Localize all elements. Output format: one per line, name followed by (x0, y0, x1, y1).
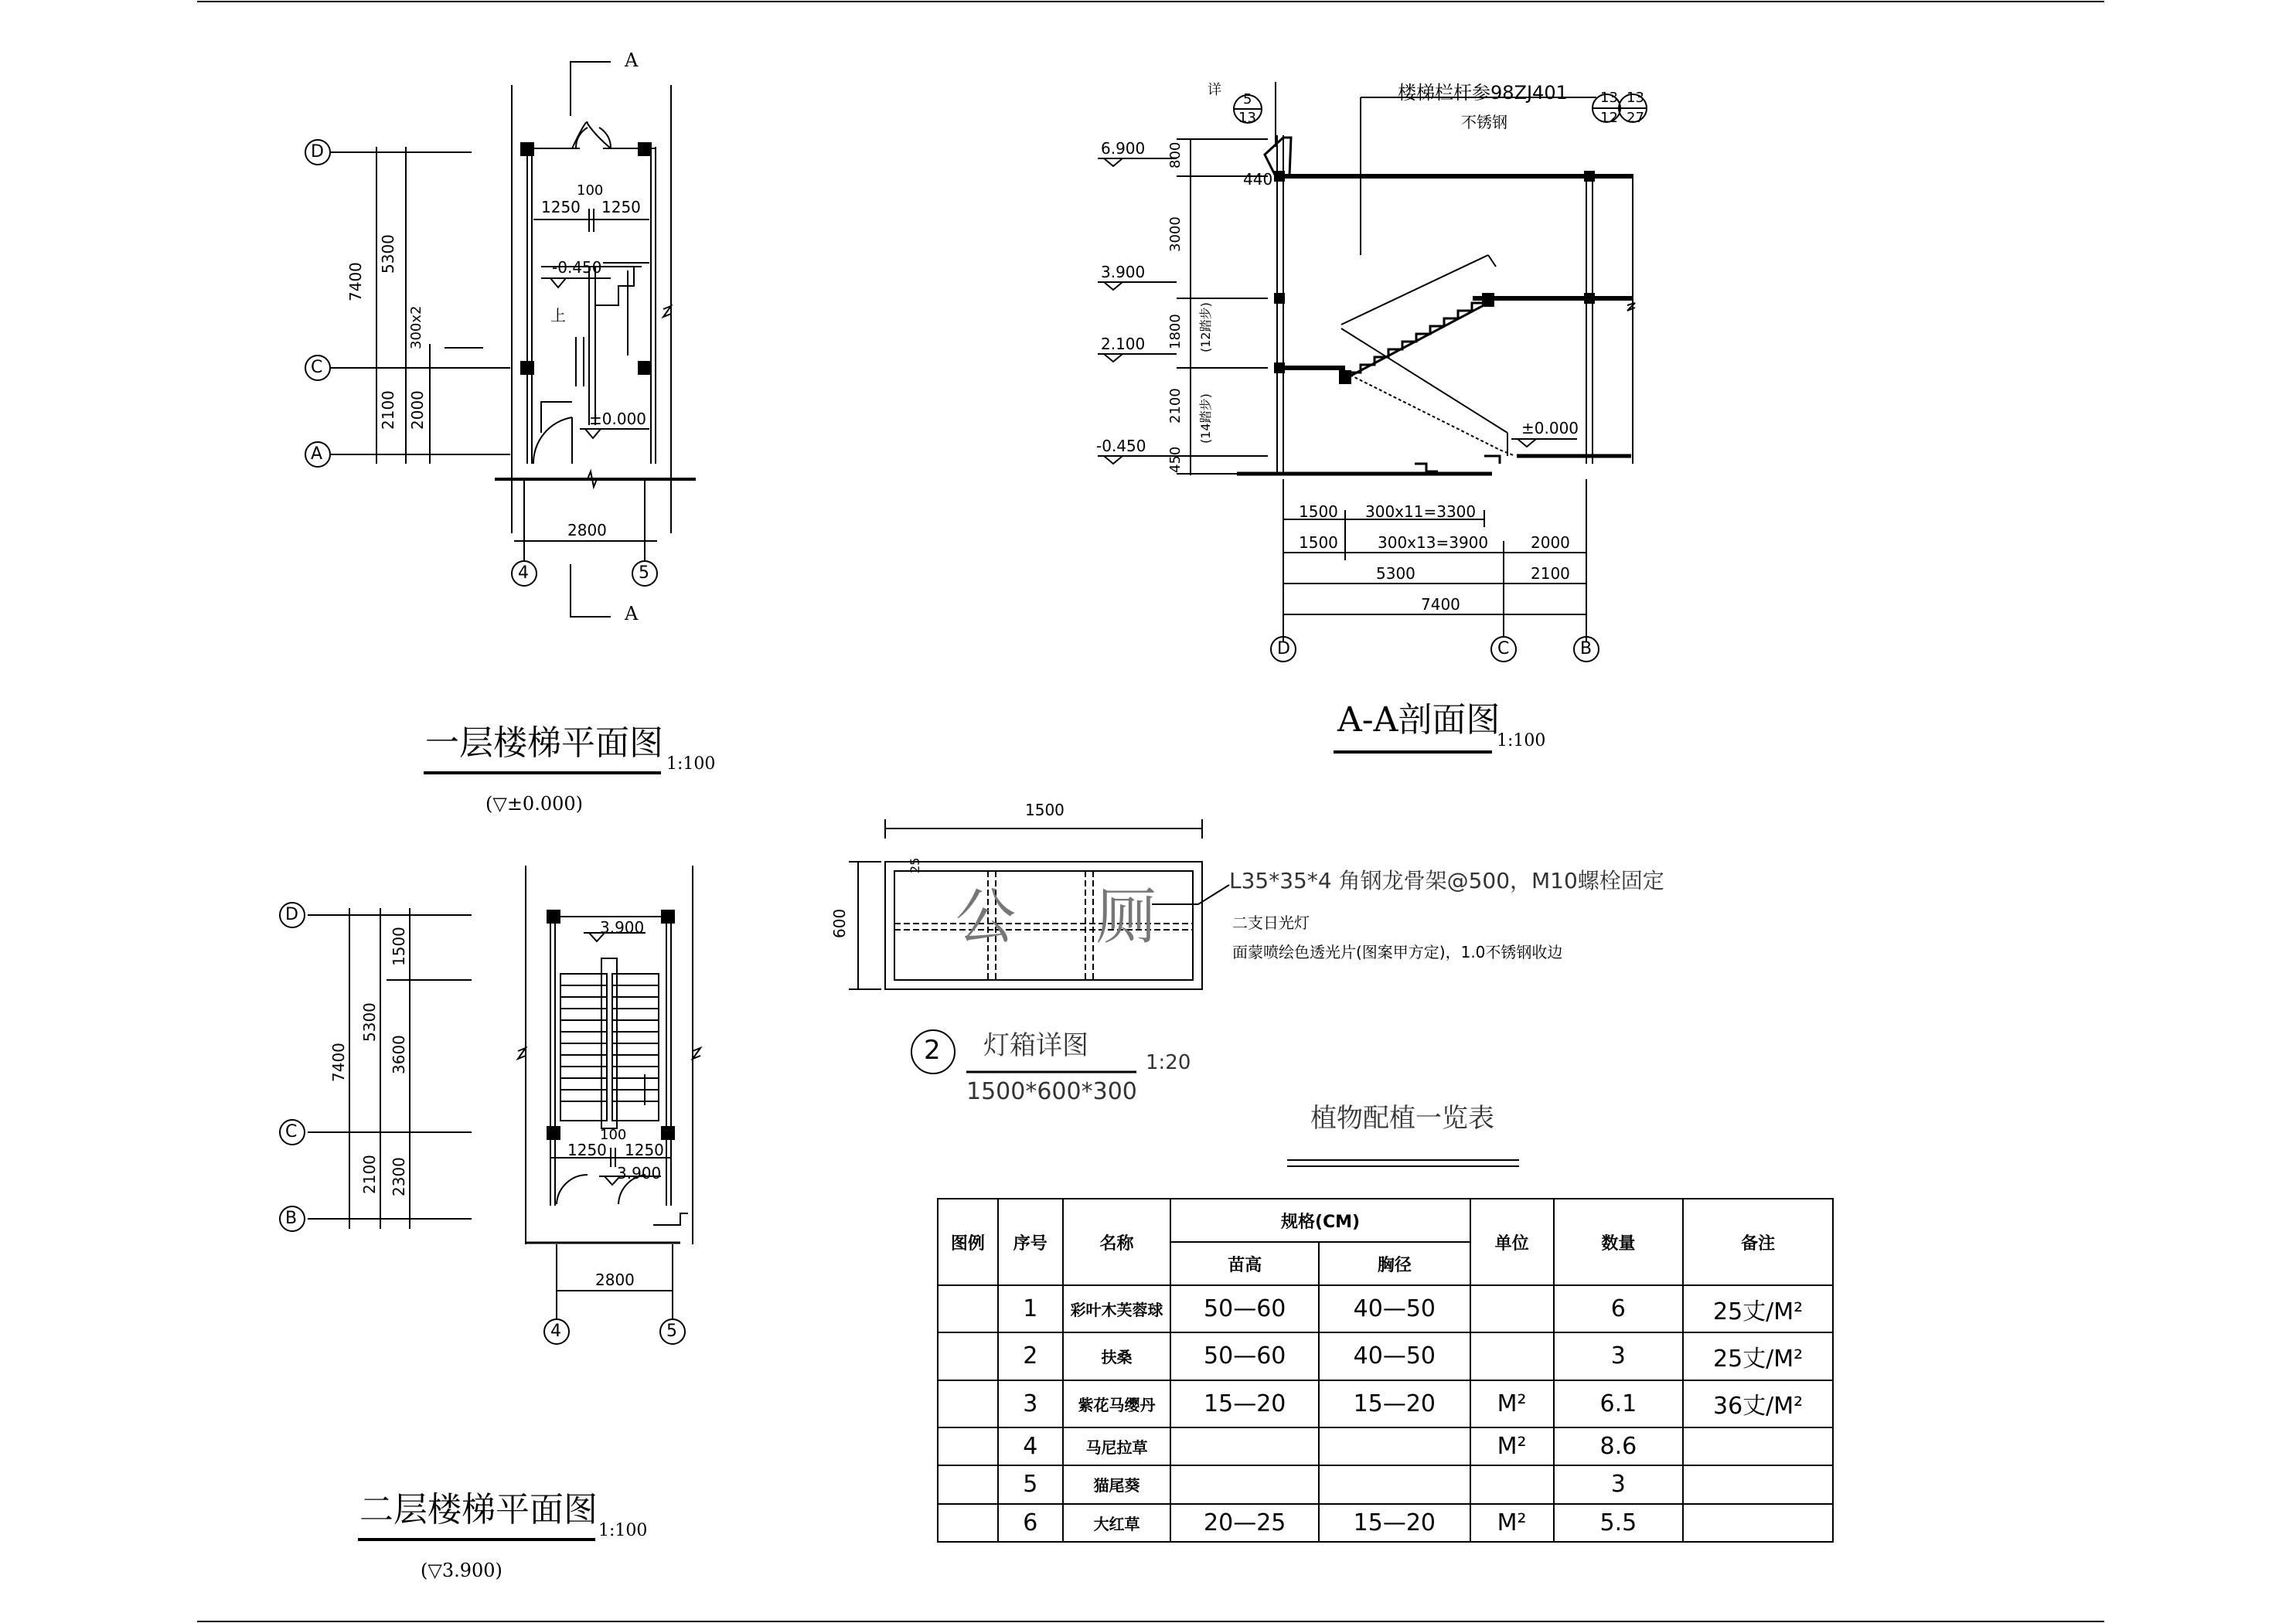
plan1-title: 一层楼梯平面图 (425, 723, 663, 763)
plan2-level-note: (▽3.900) (421, 1560, 502, 1581)
plant-table-header-diameter: 胸径 (1319, 1242, 1470, 1285)
plant-diameter-cell (1319, 1427, 1470, 1465)
plant-qty-cell: 3 (1554, 1332, 1684, 1380)
section-axis-d: D (1277, 639, 1290, 658)
plan1-dim-gap: 100 (577, 182, 604, 199)
plant-note-cell: 25丈/M² (1683, 1332, 1833, 1380)
plant-legend-cell (938, 1465, 998, 1503)
section-railing-ref-bottom: 12 (1600, 110, 1618, 126)
lightbox-sign-glyph-1: 公 (956, 883, 1017, 952)
plant-height-cell (1170, 1465, 1319, 1503)
plan2-title: 二层楼梯平面图 (359, 1490, 598, 1529)
plant-no-cell: 1 (998, 1285, 1063, 1332)
section-level-3900: 3.900 (1101, 263, 1146, 281)
plant-height-cell (1170, 1427, 1319, 1465)
plant-name-cell: 彩叶木芙蓉球 (1063, 1285, 1171, 1332)
plant-unit-cell: M² (1470, 1504, 1554, 1542)
section-vdim-1800: 1800 (1167, 314, 1184, 349)
plan1-dim-step: 300x2 (408, 305, 424, 349)
section-hdim-r2-2000: 2000 (1531, 533, 1570, 552)
plant-diameter-cell (1319, 1465, 1470, 1503)
plant-qty-cell: 5.5 (1554, 1504, 1684, 1542)
plant-name-cell: 猫尾葵 (1063, 1465, 1171, 1503)
section-hdim-r3-5300: 5300 (1376, 564, 1415, 583)
plant-table (937, 1198, 1834, 1543)
plan2-dim-half-left: 1250 (567, 1141, 607, 1159)
plan2-axis-4: 4 (550, 1322, 561, 1341)
plan2-dim-seg3: 2300 (390, 1157, 408, 1196)
lightbox-note-film: 面蒙喷绘色透光片(图案甲方定)，1.0不锈钢收边 (1232, 943, 1563, 961)
plant-no-cell: 4 (998, 1427, 1063, 1465)
lightbox-note-frame: L35*35*4 角钢龙骨架@500，M10螺栓固定 (1229, 868, 1664, 893)
plan2-scale: 1:100 (598, 1521, 648, 1540)
lightbox-width: 1500 (1025, 801, 1065, 819)
plan1-level-floor: ±0.000 (589, 410, 647, 428)
plant-diameter-cell: 15—20 (1319, 1380, 1470, 1427)
plant-qty-cell: 8.6 (1554, 1427, 1684, 1465)
lightbox-offset: 25 (908, 857, 922, 873)
section-vdim-3000: 3000 (1167, 216, 1184, 252)
plant-no-cell: 3 (998, 1380, 1063, 1427)
section-hdim-r1-1500: 1500 (1299, 502, 1338, 521)
plan1-dim-upper: 5300 (379, 234, 397, 274)
plant-diameter-cell: 40—50 (1319, 1332, 1470, 1380)
plan1-axis-d: D (311, 142, 324, 162)
plan1-dim-total: 7400 (346, 262, 365, 301)
lightbox-size: 1500*600*300 (966, 1078, 1137, 1105)
section-level-6900: 6.900 (1101, 139, 1146, 158)
section-level-2100: 2.100 (1101, 335, 1146, 353)
plan2-level-landing: 3.900 (617, 1164, 662, 1182)
plant-no-cell: 5 (998, 1465, 1063, 1503)
plant-no-cell: 2 (998, 1332, 1063, 1380)
plan1-dim-half-left: 1250 (541, 198, 581, 216)
section-vnote-12: (12踏步) (1198, 302, 1213, 352)
plant-table-header-height: 苗高 (1170, 1242, 1319, 1285)
plan1-axis-4: 4 (518, 563, 529, 583)
plan1-section-mark-bottom: A (625, 603, 639, 624)
plan1-axis-a: A (311, 444, 323, 464)
section-vdim-2100: 2100 (1167, 388, 1184, 424)
plant-qty-cell: 3 (1554, 1465, 1684, 1503)
plan1-dim-lower-inner: 2000 (408, 390, 427, 430)
section-level-neg0450: -0.450 (1096, 437, 1146, 455)
section-hdim-r4-7400: 7400 (1421, 595, 1460, 614)
plant-unit-cell (1470, 1465, 1554, 1503)
plant-note-cell: 36丈/M² (1683, 1380, 1833, 1427)
plant-table-header-unit: 单位 (1470, 1199, 1554, 1285)
table-row (938, 1465, 1833, 1503)
plant-height-cell: 20—25 (1170, 1504, 1319, 1542)
section-hdim-r3-2100: 2100 (1531, 564, 1570, 583)
section-vdim-800: 800 (1167, 141, 1184, 168)
plan1-level-note: (▽±0.000) (485, 793, 583, 815)
section-detail-label: 详 (1208, 82, 1221, 98)
section-detail-ref-top: 5 (1243, 91, 1252, 107)
lightbox-note-lamp: 二支日光灯 (1232, 914, 1310, 932)
section-railing-ref-top: 13 (1600, 90, 1618, 106)
plant-name-cell: 马尼拉草 (1063, 1427, 1171, 1465)
plant-height-cell: 50—60 (1170, 1332, 1319, 1380)
plant-table-header-spec: 规格(CM) (1170, 1199, 1470, 1242)
section-level-pm0000: ±0.000 (1521, 419, 1579, 437)
plan2-dim-seg1: 1500 (390, 927, 408, 966)
plan1-section-mark-top: A (625, 49, 639, 71)
plan1-scale: 1:100 (666, 754, 716, 774)
table-row (938, 1504, 1833, 1542)
plan2-axis-b: B (285, 1209, 298, 1228)
section-vdim-450: 450 (1167, 446, 1184, 473)
plan2-dim-gap: 100 (600, 1127, 627, 1143)
section-detail-ref-bottom: 13 (1238, 110, 1256, 126)
lightbox-scale: 1:20 (1146, 1051, 1191, 1074)
plant-legend-cell (938, 1285, 998, 1332)
plan2-dim-half-right: 1250 (625, 1141, 664, 1159)
plan1-axis-5: 5 (639, 563, 649, 583)
plant-height-cell: 15—20 (1170, 1380, 1319, 1427)
plan1-dim-lower: 2100 (379, 390, 397, 430)
section-hdim-r2-1500: 1500 (1299, 533, 1338, 552)
plant-note-cell: 25丈/M² (1683, 1285, 1833, 1332)
plan2-axis-c: C (285, 1122, 298, 1142)
plan1-up-label: 上 (550, 306, 566, 325)
section-scale: 1:100 (1497, 731, 1546, 750)
lightbox-height: 600 (830, 908, 849, 938)
plant-qty-cell: 6 (1554, 1285, 1684, 1332)
plant-table-header-row-1 (938, 1199, 1833, 1242)
lightbox-sign-glyph-2: 厕 (1096, 883, 1157, 952)
plant-table-header-name: 名称 (1063, 1199, 1171, 1285)
plant-table-header-qty: 数量 (1554, 1199, 1684, 1285)
plant-legend-cell (938, 1504, 998, 1542)
plant-note-cell (1683, 1427, 1833, 1465)
section-axis-b: B (1580, 639, 1593, 658)
lightbox-title: 灯箱详图 (983, 1030, 1088, 1061)
plan1-dim-half-right: 1250 (601, 198, 641, 216)
plant-name-cell: 大红草 (1063, 1504, 1171, 1542)
section-railing-material: 不锈钢 (1461, 113, 1507, 131)
plant-qty-cell: 6.1 (1554, 1380, 1684, 1427)
plant-height-cell: 50—60 (1170, 1285, 1319, 1332)
plant-legend-cell (938, 1332, 998, 1380)
plant-unit-cell (1470, 1285, 1554, 1332)
table-row (938, 1285, 1833, 1332)
plant-note-cell (1683, 1465, 1833, 1503)
section-title: A-A剖面图 (1337, 700, 1501, 740)
plant-note-cell (1683, 1504, 1833, 1542)
plan2-dim-total: 7400 (329, 1043, 348, 1082)
plan2-axis-d: D (285, 905, 298, 924)
table-row (938, 1427, 1833, 1465)
section-hdim-r2-stairs: 300x13=3900 (1378, 533, 1489, 552)
plan2-dim-seg2: 3600 (390, 1035, 408, 1074)
plant-table-header-note: 备注 (1683, 1199, 1833, 1285)
section-railing-ref2-bottom: 27 (1627, 110, 1644, 126)
section-axis-c: C (1497, 639, 1510, 658)
plant-legend-cell (938, 1427, 998, 1465)
section-railing-note: 楼梯栏杆参98ZJ401 (1398, 82, 1568, 104)
plan1-level-landing: -0.450 (552, 258, 602, 277)
plant-unit-cell: M² (1470, 1380, 1554, 1427)
plant-name-cell: 紫花马缨丹 (1063, 1380, 1171, 1427)
plan2-drawing (280, 866, 700, 1540)
plan1-axis-c: C (311, 358, 323, 377)
plant-diameter-cell: 40—50 (1319, 1285, 1470, 1332)
plant-table-header-no: 序号 (998, 1199, 1063, 1285)
plan2-level-top: 3.900 (600, 918, 645, 937)
plant-table-header-legend: 图例 (938, 1199, 998, 1285)
plant-unit-cell (1470, 1332, 1554, 1380)
plan2-dim-lower: 2100 (360, 1155, 379, 1194)
plant-name-cell: 扶桑 (1063, 1332, 1171, 1380)
plant-unit-cell: M² (1470, 1427, 1554, 1465)
plan2-dim-width: 2800 (595, 1271, 635, 1289)
plan1-dim-width: 2800 (567, 521, 607, 539)
plant-diameter-cell: 15—20 (1319, 1504, 1470, 1542)
table-row (938, 1332, 1833, 1380)
section-railing-ref2-top: 13 (1627, 90, 1644, 106)
plan2-axis-5: 5 (666, 1322, 677, 1341)
section-canopy-dim: 440 (1243, 170, 1273, 189)
plant-no-cell: 6 (998, 1504, 1063, 1542)
lightbox-index: 2 (924, 1035, 941, 1066)
plant-table-title-underline (1287, 1160, 1519, 1166)
plan2-dim-upper: 5300 (360, 1002, 379, 1042)
plant-legend-cell (938, 1380, 998, 1427)
table-row (938, 1380, 1833, 1427)
section-hdim-r1-stairs: 300x11=3300 (1365, 502, 1477, 521)
plant-table-title: 植物配植一览表 (1310, 1103, 1494, 1134)
section-vnote-14: (14踏步) (1198, 393, 1213, 444)
